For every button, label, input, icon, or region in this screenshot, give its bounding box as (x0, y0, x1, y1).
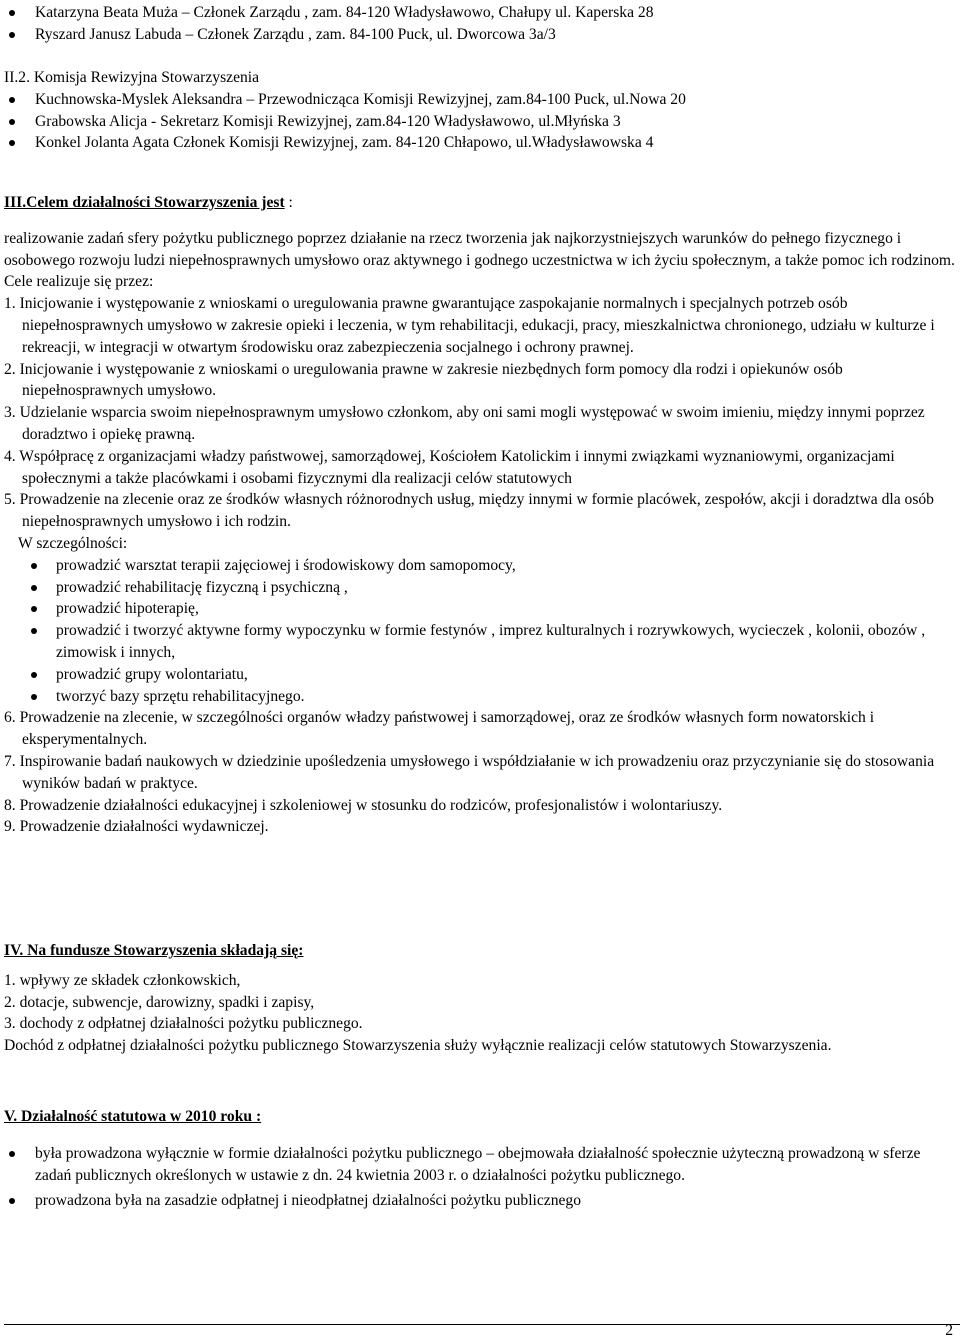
list-item: Grabowska Alicja - Sekretarz Komisji Rewizyjnej, zam.84-120 Władysławowo, ul.Młyńska 3 (4, 111, 956, 133)
numbered-item: 1. Inicjowanie i występowanie z wnioskami o uregulowania prawne gwarantujące zaspokajanie normalnych i specjalnych potrzeb osób niepełnosprawnych umysłowo w zakresie opieki i leczenia, w tym rehabilitacji, edukacji, pracy, mieszkalnictwa chronionego, udziału w kulturze i rekreacji, w integracji w otwartym środowisku oraz zabezpieczenia socjalnego i ochrony prawnej. (4, 295, 935, 356)
list-item: prowadzona była na zasadzie odpłatnej i nieodpłatnej działalności pożytku publicznego (4, 1190, 956, 1212)
numbered-item: 8. Prowadzenie działalności edukacyjnej i szkoleniowej w stosunku do rodziców, profesjonalistów i wolontariuszy. (4, 796, 723, 814)
section-5-list (4, 1143, 956, 1212)
list-item: Kuchnowska-Myslek Aleksandra – Przewodnicząca Komisji Rewizyjnej, zam.84-100 Puck, ul.Nowa 20 (4, 89, 956, 111)
funding-item: 2. dotacje, subwencje, darowizny, spadki i zapisy, (4, 993, 315, 1011)
funding-item: 3. dochody z odpłatnej działalności pożytku publicznego. (4, 1015, 363, 1033)
section-4-note: Dochód z odpłatnej działalności pożytku publicznego Stowarzyszenia służy wyłącznie realizacji celów statutowych Stowarzyszenia. (4, 1037, 832, 1055)
numbered-item: 9. Prowadzenie działalności wydawniczej. (4, 818, 269, 836)
board-members-block (4, 2, 956, 46)
section-3-heading-colon: : (284, 194, 293, 211)
section-5 (4, 1106, 956, 1212)
numbered-item: 6. Prowadzenie na zlecenie, w szczególności organów władzy państwowej i samorządowej, oraz ze środków własnych form nowatorskich i eksperymentalnych. (4, 709, 875, 749)
section-2-2 (4, 67, 956, 154)
list-item: prowadzić grupy wolontariatu, (4, 664, 956, 686)
list-item: Katarzyna Beata Muża – Członek Zarządu , zam. 84-120 Władysławowo, Chałupy ul. Kaperska 28 (4, 2, 956, 24)
numbered-item: 4. Współpracę z organizacjami władzy państwowej, samorządowej, Kościołem Katolickim i innymi związkami wyznaniowymi, organizacjami społecznymi a także placówkami i osobami fizycznymi dla realizacji celów statutowych (4, 447, 895, 487)
section-2-2-heading: II.2. Komisja Rewizyjna Stowarzyszenia (4, 69, 260, 86)
funding-item: 1. wpływy ze składek członkowskich, (4, 971, 241, 989)
list-item: była prowadzona wyłącznie w formie działalności pożytku publicznego – obejmowała działalność społecznie użyteczną prowadzoną w sferze zadań publicznych określonych w ustawie z dn. 24 kwietnia 2003 r. o działalności pożytku publicznego. (4, 1143, 956, 1187)
numbered-item: 7. Inspirowanie badań naukowych w dziedzinie upośledzenia umysłowego i współdziałanie w ich prowadzeniu oraz przyczynianie się do stosowania wyników badań w praktyce. (4, 752, 935, 792)
list-item: prowadzić rehabilitację fizyczną i psychiczną , (4, 577, 956, 599)
page-number: 2 (945, 1322, 953, 1339)
section-3-intro: realizowanie zadań sfery pożytku publicznego poprzez działanie na rzecz tworzenia jak najkorzystniejszych warunków do pełnego fizycznego i osobowego rozwoju ludzi niepełnosprawnych umysłowo oraz aktywnego i godnego uczestnictwa w ich życiu społecznym, a także pomoc ich rodzinom. (4, 229, 955, 269)
numbered-item: 5. Prowadzenie na zlecenie oraz ze środków własnych różnorodnych usług, między innymi w formie placówek, zespołów, akcji i doradztwa dla osób niepełnosprawnych umysłowo i ich rodzin. (4, 491, 934, 531)
audit-committee-list (4, 89, 956, 154)
list-item: prowadzić i tworzyć aktywne formy wypoczynku w formie festynów , imprez kulturalnych i rozrywkowych, wycieczek , kolonii, obozów , zimowisk i innych, (4, 620, 956, 664)
particular-label: W szczególności: (18, 534, 128, 552)
section-3-heading-title: III.Celem działalności Stowarzyszenia jest (4, 194, 285, 211)
footer-divider (4, 1324, 960, 1325)
section-3-heading (4, 192, 956, 214)
list-item: Konkel Jolanta Agata Członek Komisji Rewizyjnej, zam. 84-120 Chłapowo, ul.Władysławowska 4 (4, 132, 956, 154)
numbered-item: 3. Udzielanie wsparcia swoim niepełnosprawnym umysłowo członkom, aby oni sami mogli występować w swoim imieniu, między innymi poprzez doradztwo i opiekę prawną. (4, 404, 925, 443)
list-item: prowadzić hipoterapię, (4, 598, 956, 620)
numbered-item: 2. Inicjowanie i występowanie z wnioskami o uregulowania prawne w zakresie niezbędnych form pomocy dla rodzi i opiekunów osób niepełnosprawnych umysłowo. (4, 360, 843, 400)
list-item: Ryszard Janusz Labuda – Członek Zarządu , zam. 84-100 Puck, ul. Dworcowa 3a/3 (4, 24, 956, 46)
board-members-list (4, 2, 956, 46)
list-item: tworzyć bazy sprzętu rehabilitacyjnego. (4, 686, 956, 708)
list-item: prowadzić warsztat terapii zajęciowej i środowiskowy dom samopomocy, (4, 555, 956, 577)
particular-list (4, 555, 956, 708)
section-4 (4, 940, 956, 1057)
means-label: Cele realizuje się przez: (4, 273, 154, 291)
section-4-heading: IV. Na fundusze Stowarzyszenia składają się: (4, 942, 304, 959)
section-5-heading: V. Działalność statutowa w 2010 roku : (4, 1108, 262, 1125)
section-3 (4, 192, 956, 838)
